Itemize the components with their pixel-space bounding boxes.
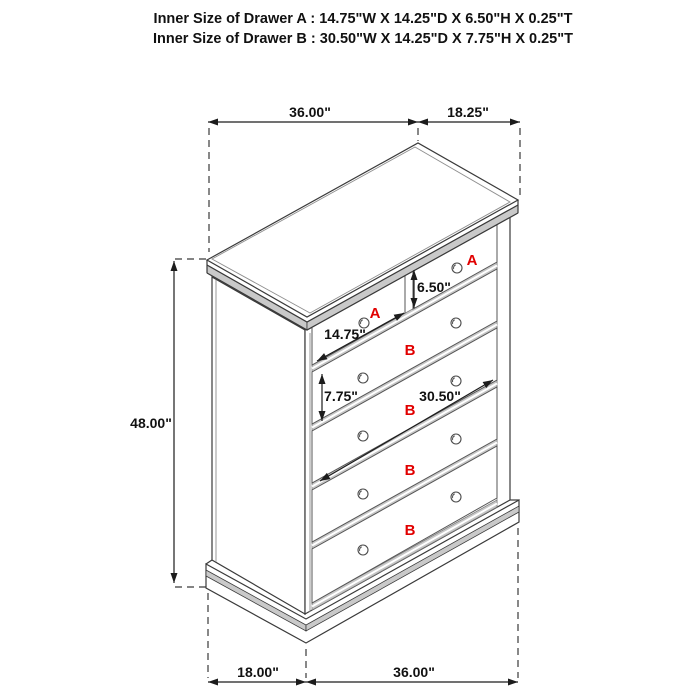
drawer-knob (452, 263, 462, 273)
bottom-width-dimension (306, 664, 518, 682)
left-side-panel (212, 277, 305, 614)
drawer-a-inner-size-text: Inner Size of Drawer A : 14.75"W X 14.25"D X 6.50"H X 0.25"T (153, 11, 573, 27)
drawer-b2-label: B (404, 402, 416, 419)
drawer-knob (358, 545, 368, 555)
dresser-drawing (206, 143, 519, 643)
drawer-b4-label: B (404, 522, 416, 539)
header (153, 11, 573, 47)
top-width-dimension (208, 104, 418, 122)
drawer-knob (451, 492, 461, 502)
top-depth-value: 18.25" (447, 104, 489, 120)
bottom-width-value: 36.00" (393, 664, 435, 680)
drawer-knob (358, 373, 368, 383)
top-depth-dimension (418, 104, 520, 122)
drawer-knob (451, 434, 461, 444)
drawer-b-height-value: 7.75" (324, 388, 358, 404)
drawer-a-width-value: 14.75" (324, 326, 366, 342)
height-value: 48.00" (130, 415, 172, 431)
drawer-b1-label: B (404, 342, 416, 359)
drawer-knob (451, 318, 461, 328)
drawer-knob (451, 376, 461, 386)
drawer-knob (358, 489, 368, 499)
bottom-depth-value: 18.00" (237, 664, 279, 680)
height-dimension (130, 261, 174, 583)
drawer-knob (358, 431, 368, 441)
drawer-b-inner-size-text: Inner Size of Drawer B : 30.50"W X 14.25"D X 7.75"H X 0.25"T (153, 31, 573, 47)
drawer-a-height-value: 6.50" (417, 279, 451, 295)
drawer-b-width-value: 30.50" (419, 388, 461, 404)
drawer-b3-label: B (404, 462, 416, 479)
drawer-a-right-label: A (466, 252, 478, 269)
drawer-a-left-label: A (369, 305, 381, 322)
top-width-value: 36.00" (289, 104, 331, 120)
bottom-depth-dimension (208, 664, 306, 682)
